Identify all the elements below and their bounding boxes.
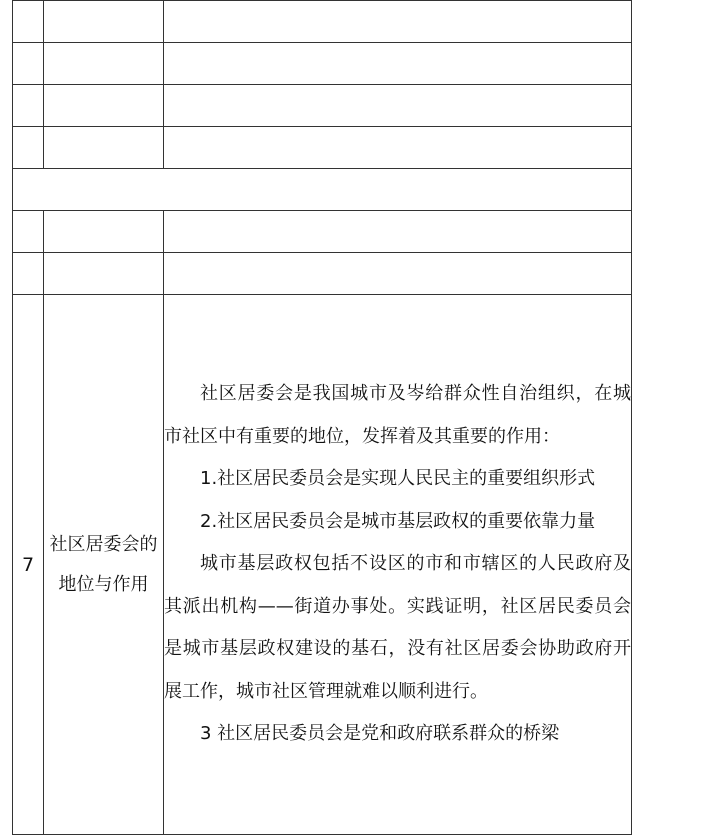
table-row-7 [13,295,632,835]
table-cell [44,211,164,253]
table-cell [44,1,164,43]
table-row [13,127,632,169]
row-content [164,295,632,835]
table-cell [44,85,164,127]
table-cell [13,169,632,211]
content-paragraph: 1.社区居民委员会是实现人民民主的重要组织形式 [200,468,596,490]
table-cell [164,1,632,43]
table-cell [13,127,44,169]
table-section-row [13,169,632,211]
table-cell [44,127,164,169]
table-row [13,253,632,295]
table-row [13,85,632,127]
table-cell [164,85,632,127]
table-cell [44,253,164,295]
content-paragraph: 社区居委会是我国城市及岑给群众性自治组织，在城市社区中有重要的地位，发挥着及其重要的作用： [164,383,631,447]
table-cell [164,127,632,169]
row-topic: 社区居委会的地位与作用 [44,295,164,835]
content-paragraph: 2.社区居民委员会是城市基层政权的重要依靠力量 [200,510,596,532]
row-number: 7 [13,295,44,835]
table-cell [13,85,44,127]
document-table [12,0,632,835]
content-paragraph: 城市基层政权包括不设区的市和市辖区的人民政府及其派出机构——街道办事处。实践证明，社区居民委员会是城市基层政权建设的基石，没有社区居委会协助政府开展工作，城市社区管理就难以顺利进行。 [164,553,631,702]
table-cell [164,253,632,295]
table-cell [164,43,632,85]
content-paragraph: 3 社区居民委员会是党和政府联系群众的桥梁 [200,723,560,745]
table-row [13,211,632,253]
table-cell [164,211,632,253]
table-cell [13,1,44,43]
table-cell [44,43,164,85]
table-cell [13,253,44,295]
table-cell [13,211,44,253]
table-cell [13,43,44,85]
table-row [13,43,632,85]
table-row [13,1,632,43]
